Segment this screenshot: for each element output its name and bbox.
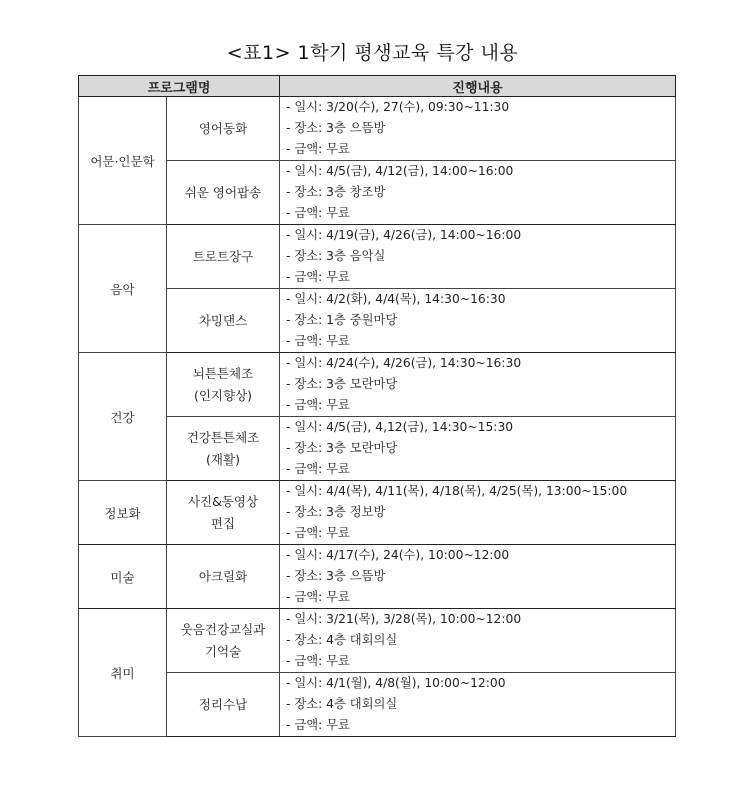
program-details: - 일시: 3/21(목), 3/28(목), 10:00~12:00 - 장소: 4층 대회의실 - 금액: 무료 (280, 609, 676, 673)
category-cell: 미술 (79, 545, 167, 609)
category-cell: 취미 (79, 609, 167, 737)
program-name: 건강튼튼체조 (재활) (167, 417, 280, 481)
program-details: - 일시: 4/5(금), 4/12(금), 14:00~16:00 - 장소: 3층 창조방 - 금액: 무료 (280, 161, 676, 225)
program-name: 영어동화 (167, 97, 280, 161)
table-row (79, 97, 676, 161)
category-cell: 건강 (79, 353, 167, 481)
program-details: - 일시: 4/5(금), 4,12(금), 14:30~15:30 - 장소: 3층 모란마당 - 금액: 무료 (280, 417, 676, 481)
header-details: 진행내용 (280, 76, 676, 97)
lecture-table (78, 75, 676, 737)
header-program: 프로그램명 (79, 76, 280, 97)
program-name: 차밍댄스 (167, 289, 280, 353)
table-row (79, 609, 676, 673)
page-title: <표1> 1학기 평생교육 특강 내용 (226, 42, 519, 64)
table-row (79, 545, 676, 609)
program-name: 뇌튼튼체조 (인지향상) (167, 353, 280, 417)
program-name: 아크릴화 (167, 545, 280, 609)
program-details: - 일시: 4/17(수), 24(수), 10:00~12:00 - 장소: 3층 으뜸방 - 금액: 무료 (280, 545, 676, 609)
table-header-row (79, 76, 676, 97)
program-name: 웃음건강교실과 기억술 (167, 609, 280, 673)
program-details: - 일시: 4/19(금), 4/26(금), 14:00~16:00 - 장소: 3층 음악실 - 금액: 무료 (280, 225, 676, 289)
category-cell: 어문·인문학 (79, 97, 167, 225)
program-details: - 일시: 3/20(수), 27(수), 09:30~11:30 - 장소: 3층 으뜸방 - 금액: 무료 (280, 97, 676, 161)
table-row (79, 161, 676, 225)
category-cell: 음악 (79, 225, 167, 353)
table-row (79, 225, 676, 289)
program-details: - 일시: 4/4(목), 4/11(목), 4/18(목), 4/25(목), 13:00~15:00 - 장소: 3층 정보방 - 금액: 무료 (280, 481, 676, 545)
category-cell: 정보화 (79, 481, 167, 545)
table-row (79, 417, 676, 481)
table-row (79, 289, 676, 353)
program-details: - 일시: 4/2(화), 4/4(목), 14:30~16:30 - 장소: 1층 중원마당 - 금액: 무료 (280, 289, 676, 353)
table-row (79, 353, 676, 417)
table-row (79, 481, 676, 545)
program-details: - 일시: 4/24(수), 4/26(금), 14:30~16:30 - 장소: 3층 모란마당 - 금액: 무료 (280, 353, 676, 417)
program-name: 정리수납 (167, 673, 280, 737)
program-name: 쉬운 영어팝송 (167, 161, 280, 225)
table-row (79, 673, 676, 737)
program-name: 사진&동영상 편집 (167, 481, 280, 545)
program-details: - 일시: 4/1(월), 4/8(월), 10:00~12:00 - 장소: 4층 대회의실 - 금액: 무료 (280, 673, 676, 737)
program-name: 트로트장구 (167, 225, 280, 289)
